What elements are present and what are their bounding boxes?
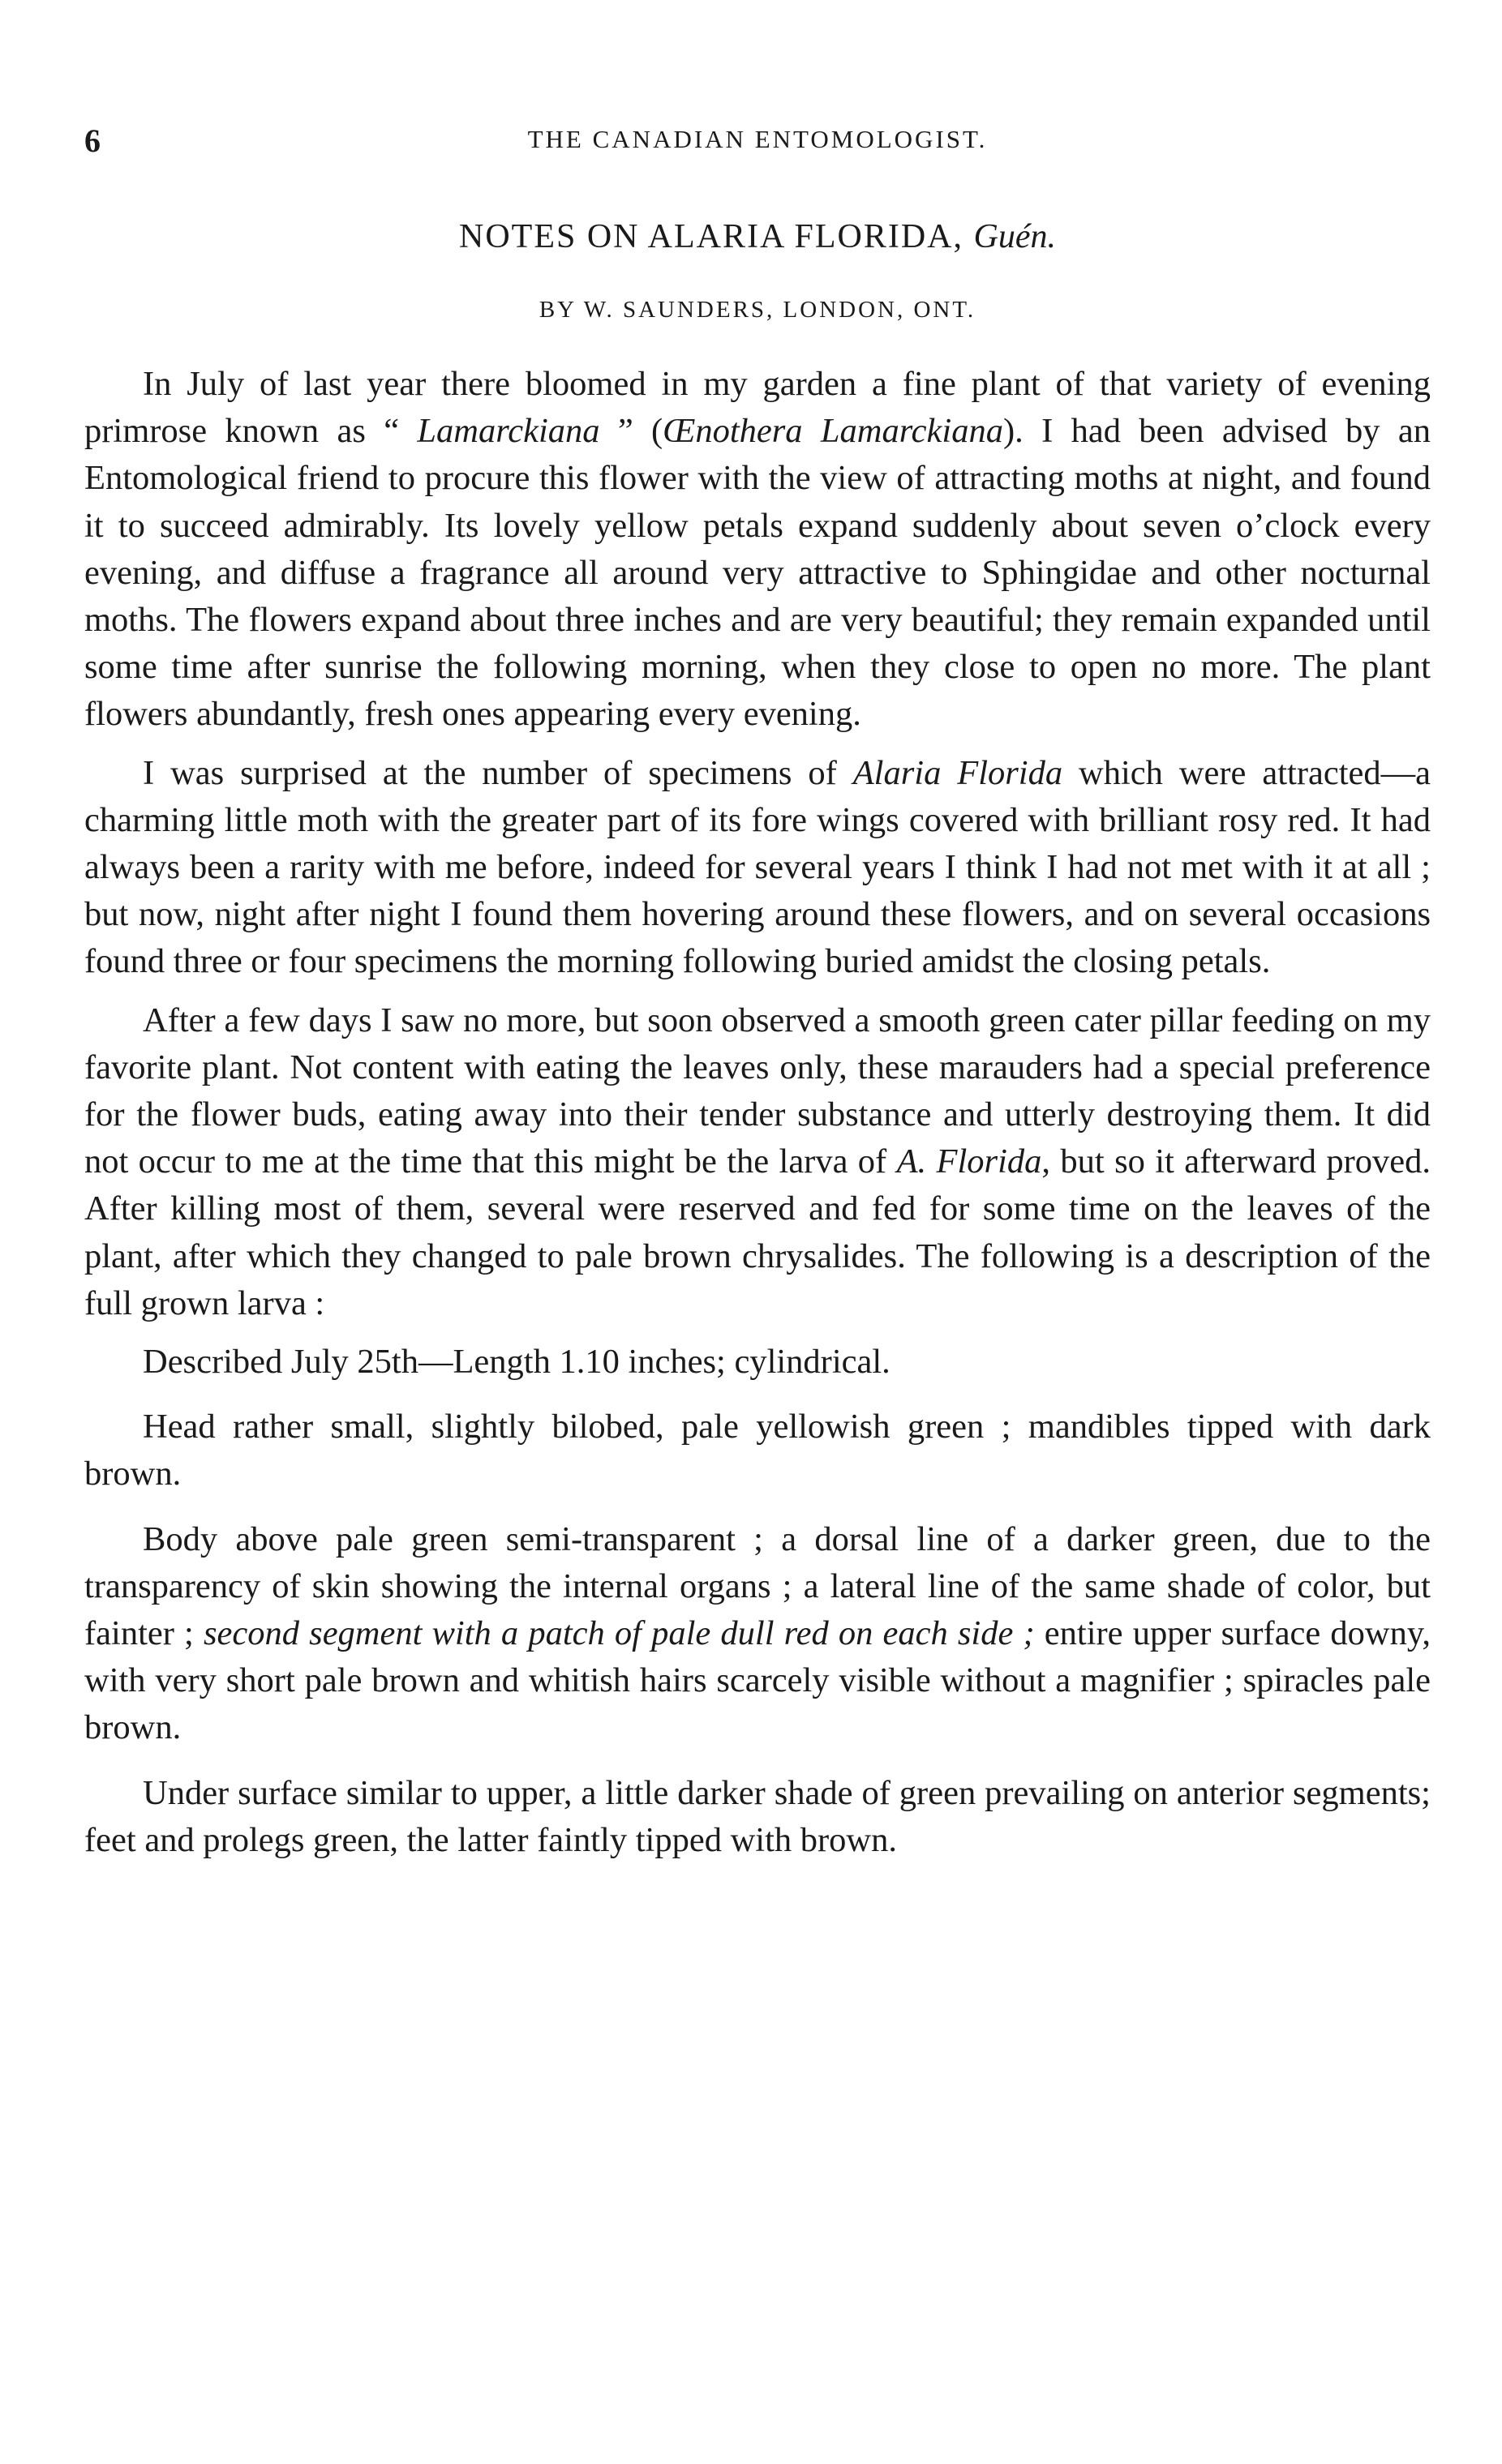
page	[84, 122, 1431, 1875]
running-head	[84, 122, 1431, 170]
paragraph-1-text-e: ). I had been advised by an Entomological friend to procure this flower with the view of attracting moths at night, and found it to succeed admirably. Its lovely yellow petals expand suddenly about seven o’clock every evening, and diffuse a fragrance all around very attractive to Sphingidae and other nocturnal moths. The flowers expand about three inches and are very beautiful; they remain expanded until some time after sunrise the following morning, when they close to open no more. The plant flowers abundantly, fresh ones appearing every evening.	[84, 412, 1431, 734]
paragraph-2	[84, 750, 1431, 986]
paragraph-2-text-c: which were attracted—a charming little moth with the greater part of its fore wings covered with brilliant rosy red. It had always been a rarity with me before, indeed for several years I think I had not met with it at all ; but now, night after night I found them hovering around these flowers, and on several occasions found three or four specimens the morning following buried amidst the closing petals.	[84, 753, 1431, 981]
article-title-authority: Guén.	[973, 218, 1056, 255]
paragraph-2-text-a: I was surprised at the number of specimens of	[143, 753, 853, 792]
paragraph-3	[84, 997, 1431, 1327]
paragraph-1-text-a: In July of last year there bloomed in my garden a fine plant of that variety of evening primrose known as “	[84, 365, 1431, 451]
paragraph-6-text-a: Body above pale green semi-transparent ; a dorsal line of a darker green, due to the transparency of skin showing the internal organs ; a lateral line of the same shade of color, but fainter ;	[84, 1519, 1431, 1653]
article-title-main: NOTES ON ALARIA FLORIDA,	[459, 218, 964, 255]
paragraph-3-text-c: , but so it afterward proved. After killing most of them, several were reserved and fed for some time on the leaves of the plant, after which they changed to pale brown chrysalides. The following is a description of the full grown larva :	[84, 1142, 1431, 1322]
journal-title: THE CANADIAN ENTOMOLOGIST.	[527, 125, 988, 153]
paragraph-7: Under surface similar to upper, a little darker shade of green prevailing on anterior segments; feet and prolegs green, the latter faintly tipped with brown.	[84, 1773, 1431, 1859]
article-title	[84, 217, 1431, 256]
paragraph-1-text-c: ” (	[599, 412, 663, 451]
byline: BY W. SAUNDERS, LONDON, ONT.	[539, 297, 976, 323]
paragraph-2-italic-b: Alaria Florida	[852, 753, 1063, 792]
paragraph-6	[84, 1516, 1431, 1752]
paragraph-6-text-c: entire upper surface downy, with very short pale brown and whitish hairs scarcely visible without a magnifier ; spiracles pale brown.	[84, 1614, 1431, 1747]
paragraph-1-italic-d: Œnothera Lamarckiana	[663, 412, 1003, 451]
paragraph-5: Head rather small, slightly bilobed, pale yellowish green ; mandibles tipped with dark brown.	[84, 1408, 1431, 1493]
paragraph-6-italic-b: second segment with a patch of pale dull red on each side ;	[204, 1614, 1035, 1653]
paragraph-1-italic-b: Lamarckiana	[417, 412, 600, 451]
paragraph-3-text-a: After a few days I saw no more, but soon observed a smooth green cater pillar feeding on my favorite plant. Not content with eating the leaves only, these marauders had a special preference for the flower buds, eating away into their tender substance and utterly destroying them. It did not occur to me at the time that this might be the larva of	[84, 1001, 1431, 1181]
paragraph-1	[84, 361, 1431, 739]
page-number: 6	[84, 122, 101, 159]
paragraph-4: Described July 25th—Length 1.10 inches; cylindrical.	[143, 1343, 890, 1382]
paragraph-3-italic-b: A. Florida	[896, 1142, 1042, 1181]
